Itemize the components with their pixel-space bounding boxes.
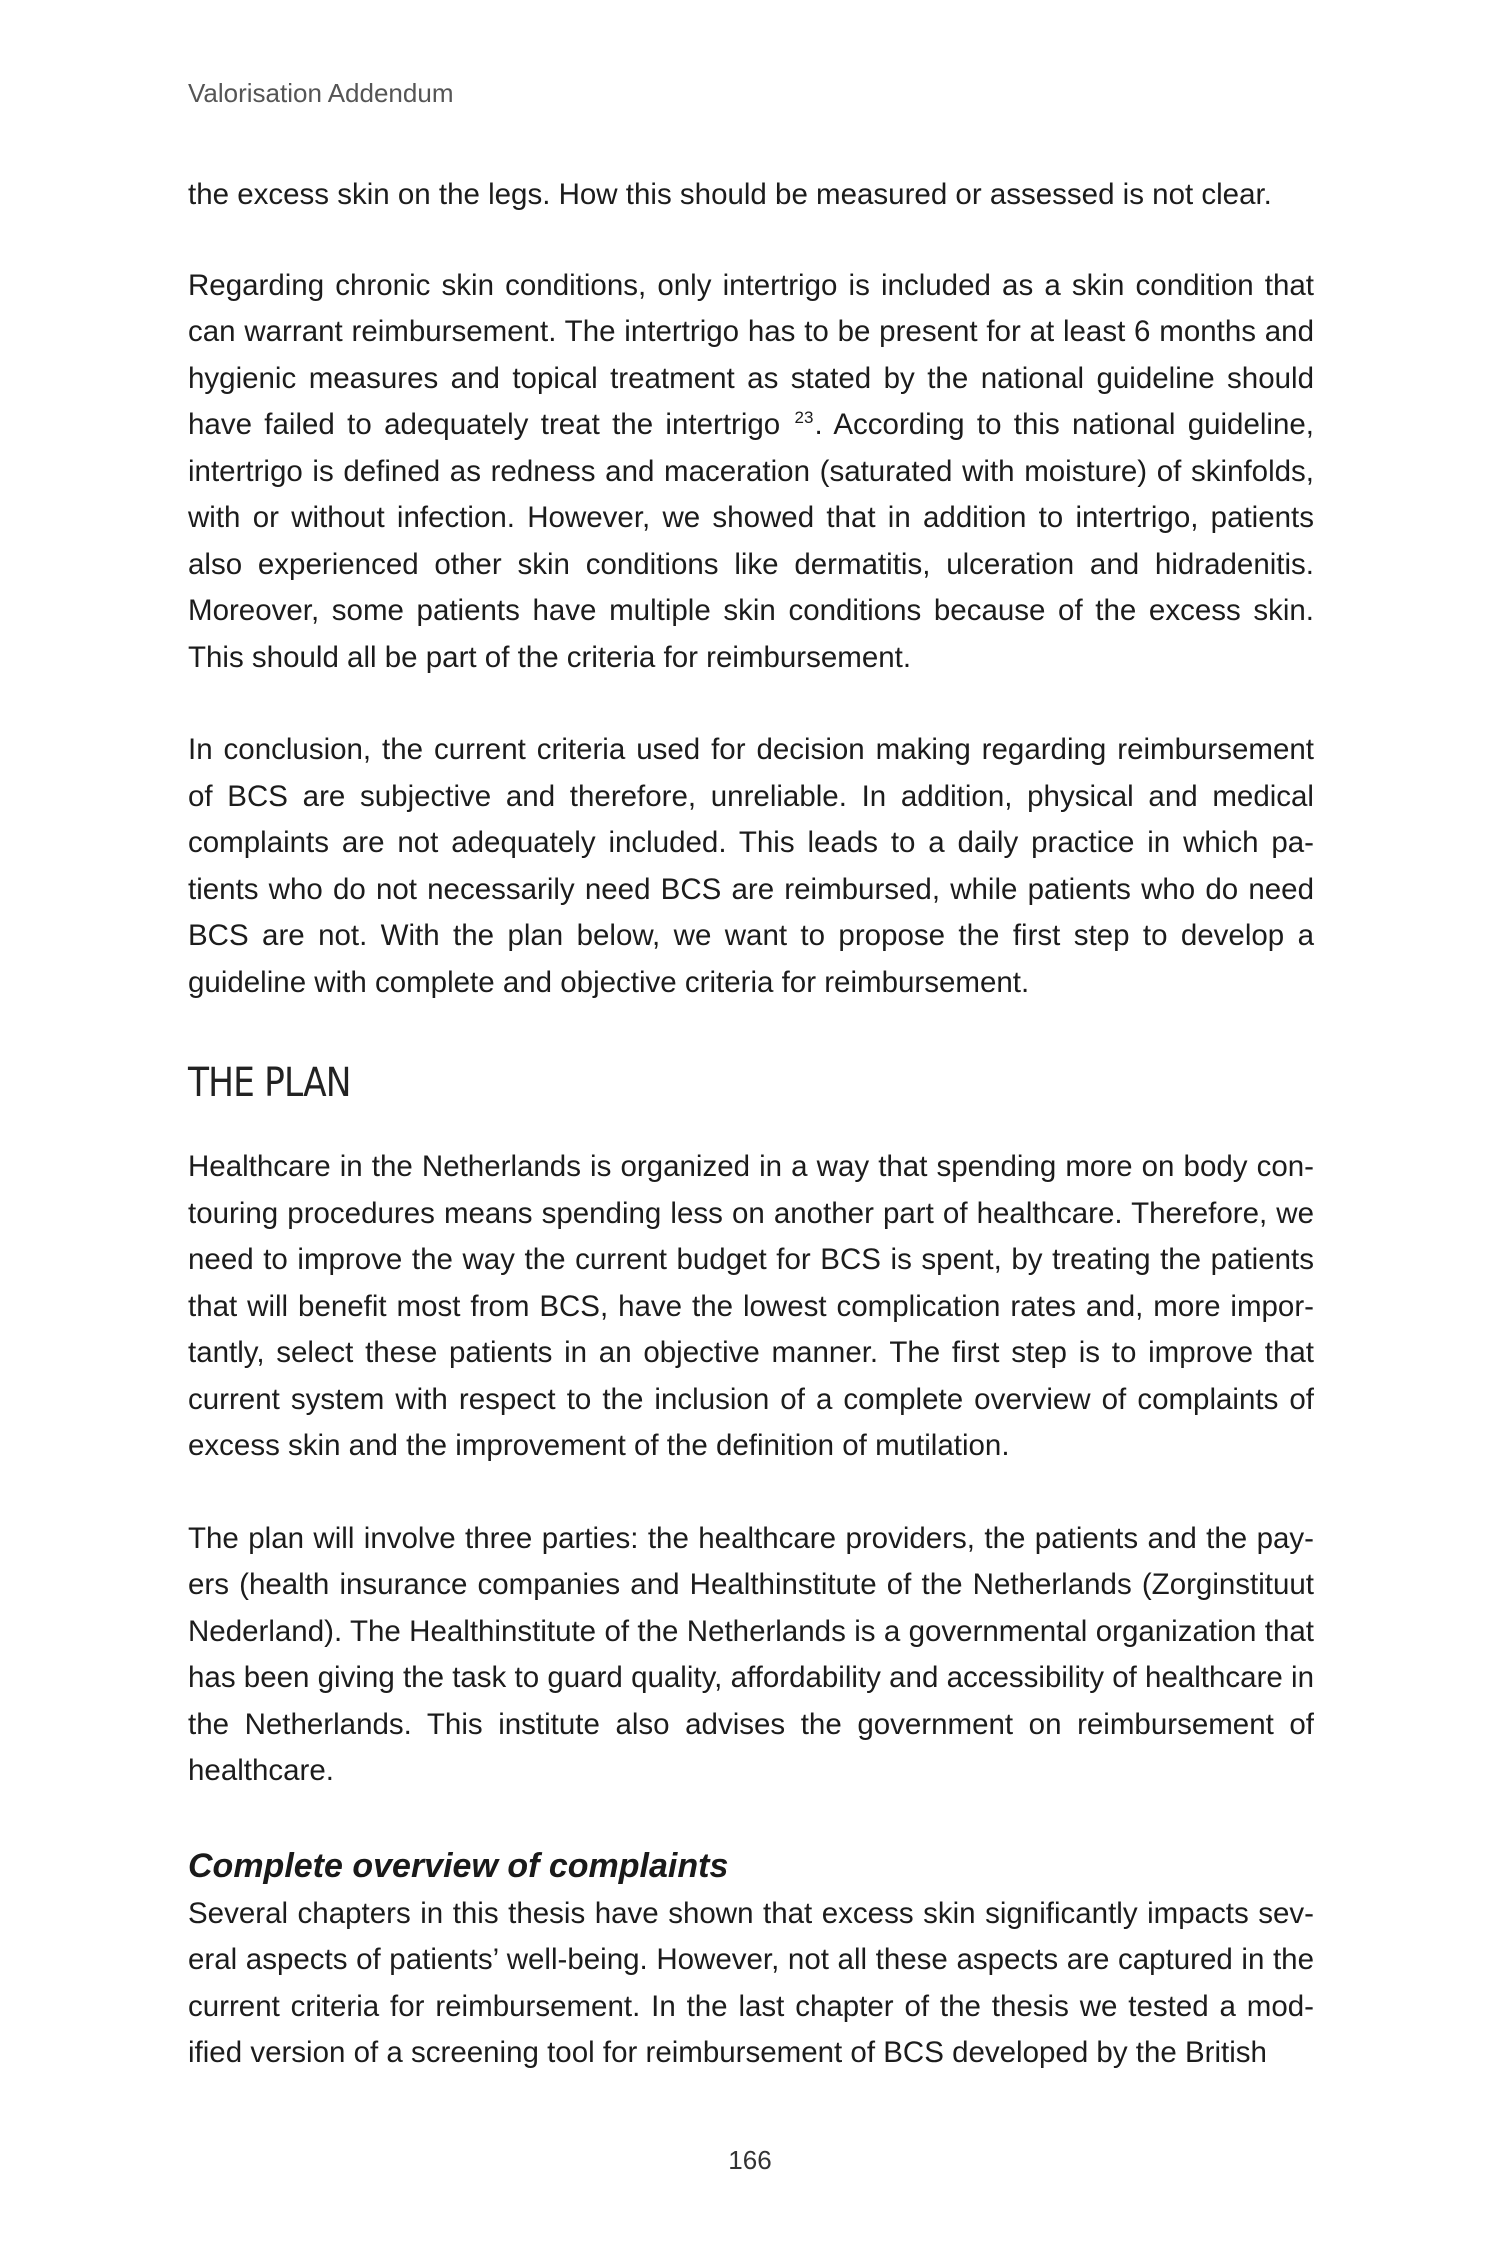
paragraph-three-parties: The plan will involve three parties: the healthcare providers, the patients and the payers (health insurance companies and Healthinstitute of the Netherlands (Zorginstituut Nederland). The Healthinstitute of the Netherlands is a governmental organization that has been giving the task to guard quality, affordability and accessibility of healthcare in the Netherlands. This institute also advises the government on reimbursement of healthcare. xyxy=(188,1521,1314,1787)
subsection-heading-complaints: Complete overview of complaints xyxy=(188,1846,729,1885)
body-text xyxy=(188,172,1314,2077)
paragraph-skin-conditions xyxy=(188,263,1314,682)
paragraph-complaints: Several chapters in this thesis have shown that excess skin significantly impacts several aspects of patients’ well-being. However, not all these aspects are captured in the current criteria for reimbursement. In the last chapter of the thesis we tested a modified version of a screening tool for reimbursement of BCS developed by the British xyxy=(188,1896,1314,2069)
paragraph-conclusion: In conclusion, the current criteria used for decision making regarding reimbursement of BCS are subjective and therefore, unreliable. In addition, physical and medical complaints are not adequately included. This leads to a daily practice in which patients who do not necessarily need BCS are reimbursed, while patients who do need BCS are not. With the plan below, we want to propose the first step to develop a guideline with complete and objective criteria for reimbursement. xyxy=(188,733,1314,999)
paragraph-healthcare: Healthcare in the Netherlands is organized in a way that spending more on body contouring procedures means spending less on another part of healthcare. Therefore, we need to improve the way the current budget for BCS is spent, by treating the patients that will benefit most from BCS, have the lowest complication rates and, more importantly, select these patients in an objective manner. The first step is to improve that current system with respect to the inclusion of a complete overview of complaints of excess skin and the improvement of the definition of mutilation. xyxy=(188,1150,1314,1462)
running-header: Valorisation Addendum xyxy=(188,78,454,108)
paragraph-continuation: the excess skin on the legs. How this should be measured or assessed is not clear. xyxy=(188,178,1272,211)
paragraph-text: Regarding chronic skin conditions, only intertrigo is included as a skin condition that can warrant reimbursement. The intertrigo has to be present for at least 6 months and hygienic measures and topical treatment as stated by the national guideline should have failed to adequately treat the intertrigo xyxy=(188,268,1314,441)
citation-reference[interactable]: 23 xyxy=(794,408,814,428)
page-number: 166 xyxy=(728,2145,772,2175)
paragraph-text: . According to this national guideline, intertrigo is defined as redness and maceration (saturated with moisture) of skinfolds, with or without infection. However, we showed that in addition to intertrigo, patients also experienced other skin conditions like dermatitis, ulceration and hidradenitis. Moreover, some patients have multiple skin conditions because of the excess skin. This should all be part of the criteria for reimbursement. xyxy=(188,408,1314,674)
section-heading-the-plan: THE PLAN xyxy=(188,1060,351,1106)
